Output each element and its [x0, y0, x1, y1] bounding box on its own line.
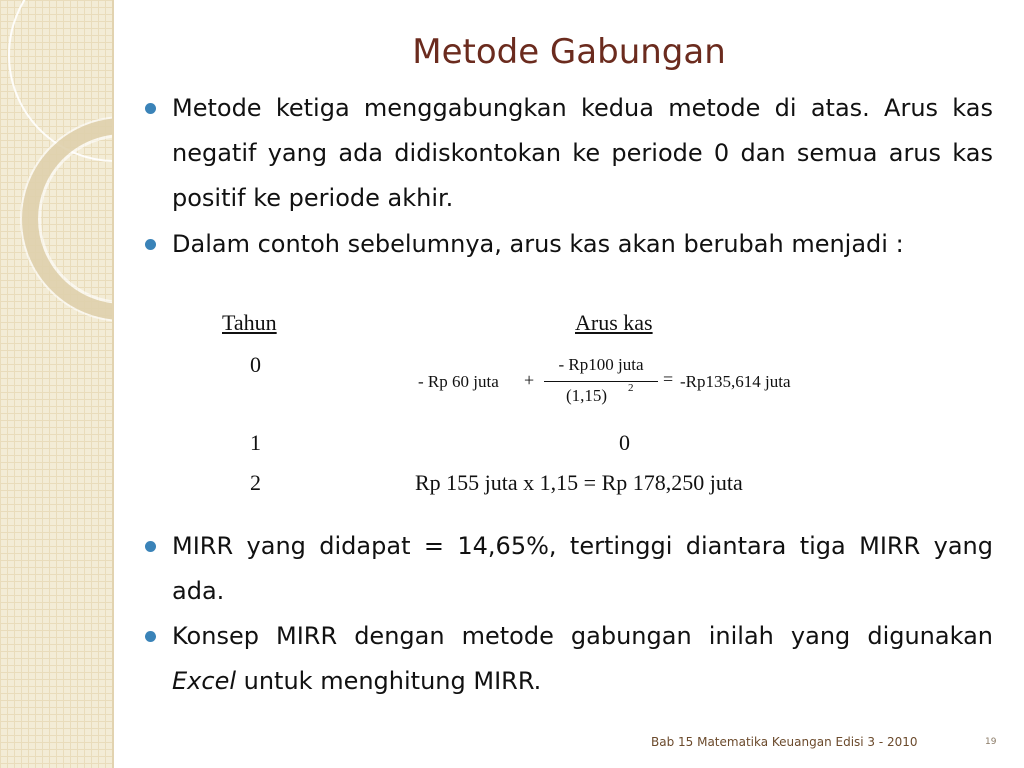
slide-title: Metode Gabungan	[412, 32, 726, 72]
table-header-year: Tahun	[222, 310, 277, 335]
table-year-cell: 0	[250, 352, 261, 377]
bullet-dot-icon	[145, 103, 156, 114]
excel-term: Excel	[172, 667, 236, 695]
fraction-bar	[544, 381, 658, 382]
page-number: 19	[985, 737, 997, 747]
bullet-text: Dalam contoh sebelumnya, arus kas akan berubah menjadi :	[172, 230, 904, 258]
bullet-item	[145, 222, 993, 267]
bullet-dot-icon	[145, 239, 156, 250]
table-cash-cell: Rp 155 juta x 1,15 = Rp 178,250 juta	[415, 470, 743, 495]
table-header-cash: Arus kas	[575, 310, 653, 335]
decorative-ring	[22, 118, 112, 320]
bullet-text: Metode ketiga menggabungkan kedua metode di atas. Arus kas negatif yang ada didiskontokan ke periode 0 dan semua arus kas positif ke periode akhir.	[172, 94, 993, 212]
formula-numerator: - Rp100 juta	[558, 355, 644, 374]
formula-exponent: 2	[628, 382, 634, 394]
bullet-dot-icon	[145, 631, 156, 642]
bullet-item	[145, 86, 993, 221]
discount-formula	[418, 355, 838, 412]
bullet-text-part: untuk menghitung MIRR.	[236, 667, 542, 695]
bullet-item	[145, 614, 993, 704]
table-year-cell: 1	[250, 430, 261, 455]
sidebar-divider	[112, 0, 114, 768]
formula-left-term: - Rp 60 juta	[418, 372, 499, 391]
bullet-text-part: Konsep MIRR dengan metode gabungan inilah yang digunakan	[172, 622, 993, 650]
bullet-dot-icon	[145, 541, 156, 552]
formula-result: -Rp135,614 juta	[680, 372, 791, 391]
slide-footer: Bab 15 Matematika Keuangan Edisi 3 - 2010	[651, 735, 918, 749]
table-year-cell: 2	[250, 470, 261, 495]
bullet-text	[172, 614, 993, 704]
formula-plus: +	[524, 370, 535, 390]
formula-fraction	[542, 355, 660, 412]
decorative-sidebar	[0, 0, 112, 768]
table-cash-cell: 0	[619, 430, 630, 455]
formula-denominator: (1,15)	[566, 386, 608, 405]
cash-flow-table	[200, 310, 900, 510]
bullet-item	[145, 524, 993, 614]
formula-equals: =	[663, 369, 674, 389]
bullet-text: MIRR yang didapat = 14,65%, tertinggi diantara tiga MIRR yang ada.	[172, 532, 993, 605]
